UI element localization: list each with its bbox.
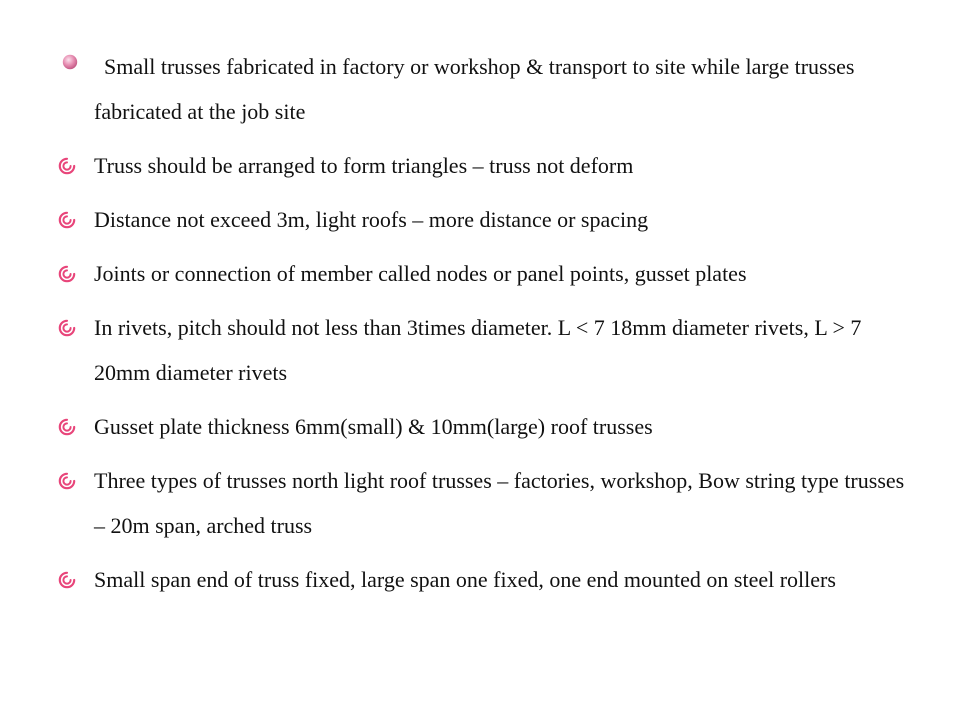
- bullet-item: [52, 305, 912, 395]
- pink-swirl-icon: [58, 211, 76, 229]
- bullet-text: Gusset plate thickness 6mm(small) & 10mm(large) roof trusses: [94, 414, 653, 439]
- bullet-item: [52, 404, 912, 449]
- pink-swirl-icon: [58, 472, 76, 490]
- bullet-item: [52, 458, 912, 548]
- bullet-text: Joints or connection of member called nodes or panel points, gusset plates: [94, 261, 747, 286]
- bullet-list: [52, 44, 912, 611]
- bullet-item: [52, 44, 912, 134]
- bullet-item: [52, 557, 912, 602]
- bullet-text: In rivets, pitch should not less than 3times diameter. L < 7 18mm diameter rivets, L > 7 20mm diameter rivets: [94, 315, 862, 385]
- bullet-text: Distance not exceed 3m, light roofs – more distance or spacing: [94, 207, 649, 232]
- bullet-text: Small trusses fabricated in factory or workshop & transport to site while large trusses fabricated at the job site: [94, 54, 855, 124]
- bullet-item: [52, 197, 912, 242]
- bullet-item: [52, 251, 912, 296]
- pink-sphere-icon: [62, 54, 78, 70]
- pink-swirl-icon: [58, 418, 76, 436]
- bullet-text: Three types of trusses north light roof trusses – factories, workshop, Bow string type trusses – 20m span, arched truss: [94, 468, 905, 538]
- pink-swirl-icon: [58, 571, 76, 589]
- pink-swirl-icon: [58, 157, 76, 175]
- bullet-item: [52, 143, 912, 188]
- bullet-text: Truss should be arranged to form triangles – truss not deform: [94, 153, 634, 178]
- bullet-text: Small span end of truss fixed, large span one fixed, one end mounted on steel rollers: [94, 567, 836, 592]
- pink-swirl-icon: [58, 319, 76, 337]
- pink-swirl-icon: [58, 265, 76, 283]
